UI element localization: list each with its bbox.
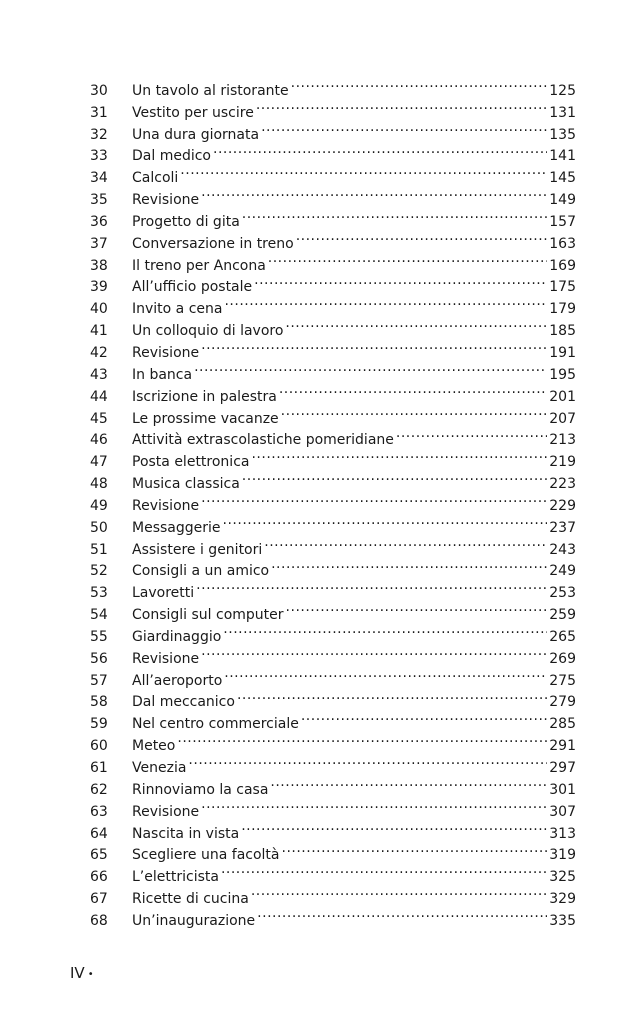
toc-chapter-title: Attività extrascolastiche pomeridiane bbox=[132, 432, 394, 449]
toc-chapter-number: 39 bbox=[90, 279, 108, 296]
toc-chapter-title: All’ufficio postale bbox=[132, 279, 253, 296]
toc-chapter-title: Nel centro commerciale bbox=[132, 716, 299, 733]
toc-chapter-title: Nascita in vista bbox=[132, 825, 240, 842]
toc-chapter-title: Scegliere una facoltà bbox=[132, 847, 280, 864]
dot-leader bbox=[201, 794, 547, 816]
toc-page-number: 237 bbox=[549, 519, 576, 536]
toc-chapter-title: Consigli a un amico bbox=[132, 563, 270, 580]
toc-chapter-title: Dal medico bbox=[132, 148, 211, 165]
dot-leader bbox=[224, 663, 547, 685]
toc-page-number: 175 bbox=[549, 279, 576, 296]
dot-leader bbox=[221, 859, 547, 881]
toc-page-number: 313 bbox=[549, 825, 576, 842]
dot-leader bbox=[291, 73, 548, 95]
toc-chapter-number: 55 bbox=[90, 628, 108, 645]
page-number: IV bbox=[70, 964, 85, 982]
dot-leader bbox=[268, 248, 547, 270]
toc-chapter-number: 34 bbox=[90, 170, 108, 187]
dot-leader bbox=[282, 838, 548, 860]
toc-chapter-number: 30 bbox=[90, 82, 108, 99]
toc-page-number: 135 bbox=[549, 126, 576, 143]
dot-leader bbox=[254, 270, 547, 292]
dot-leader bbox=[180, 160, 547, 182]
toc-chapter-title: Venezia bbox=[132, 760, 187, 776]
toc-chapter-number: 63 bbox=[90, 803, 108, 820]
toc-page-number: 325 bbox=[549, 869, 576, 886]
toc-page-number: 163 bbox=[549, 235, 576, 252]
dot-leader bbox=[201, 641, 547, 663]
toc-chapter-title: Revisione bbox=[132, 497, 200, 514]
toc-chapter-number: 61 bbox=[90, 760, 108, 776]
toc-chapter-number: 51 bbox=[90, 541, 108, 558]
toc-chapter-title: All’aeroporto bbox=[132, 672, 223, 689]
toc-chapter-number: 41 bbox=[90, 323, 108, 340]
toc-chapter-number: 64 bbox=[90, 825, 108, 842]
toc-chapter-title: Progetto di gita bbox=[132, 213, 240, 230]
dot-leader bbox=[251, 881, 547, 903]
dot-leader bbox=[201, 335, 547, 357]
dot-leader bbox=[194, 357, 547, 379]
toc-page-number: 253 bbox=[549, 585, 576, 602]
toc-chapter-number: 32 bbox=[90, 126, 108, 143]
toc-chapter-number: 46 bbox=[90, 432, 108, 449]
toc-chapter-title: Posta elettronica bbox=[132, 454, 250, 471]
toc-page-number: 131 bbox=[549, 104, 576, 121]
dot-leader bbox=[271, 554, 547, 576]
toc-chapter-number: 62 bbox=[90, 781, 108, 798]
toc-chapter-number: 50 bbox=[90, 519, 108, 536]
toc-page-number: 145 bbox=[549, 170, 576, 187]
toc-chapter-number: 47 bbox=[90, 454, 108, 471]
dot-leader bbox=[256, 95, 547, 117]
dot-leader bbox=[196, 575, 547, 597]
toc-chapter-title: Un colloquio di lavoro bbox=[132, 323, 284, 340]
dot-leader bbox=[242, 204, 547, 226]
dot-leader bbox=[396, 423, 547, 445]
dot-leader bbox=[223, 510, 548, 532]
toc-row bbox=[90, 73, 576, 99]
toc-page-number: 275 bbox=[549, 672, 576, 689]
toc-chapter-number: 45 bbox=[90, 410, 108, 427]
toc-page-number: 149 bbox=[549, 192, 576, 209]
toc-chapter-title: In banca bbox=[132, 366, 193, 383]
toc-page-number: 285 bbox=[549, 716, 576, 733]
dot-leader bbox=[286, 597, 548, 619]
toc-chapter-number: 42 bbox=[90, 344, 108, 361]
toc-chapter-number: 53 bbox=[90, 585, 108, 602]
toc-chapter-title: Giardinaggio bbox=[132, 628, 222, 645]
toc-page-number: 207 bbox=[549, 410, 576, 427]
toc-page-number: 157 bbox=[549, 213, 576, 230]
toc-chapter-title: Dal meccanico bbox=[132, 694, 235, 711]
page-footer bbox=[70, 962, 94, 986]
toc-chapter-title: Revisione bbox=[132, 344, 200, 361]
dot-leader bbox=[281, 401, 548, 423]
toc-page-number: 291 bbox=[549, 738, 576, 755]
toc-chapter-title: Un tavolo al ristorante bbox=[132, 82, 289, 99]
toc-page-number: 179 bbox=[549, 301, 576, 318]
table-of-contents bbox=[90, 73, 576, 929]
toc-page-number: 125 bbox=[549, 82, 576, 99]
toc-page-number: 213 bbox=[549, 432, 576, 449]
toc-chapter-number: 37 bbox=[90, 235, 108, 252]
dot-leader bbox=[296, 226, 548, 248]
toc-chapter-number: 58 bbox=[90, 694, 108, 711]
toc-chapter-number: 43 bbox=[90, 366, 108, 383]
toc-page-number: 195 bbox=[549, 366, 576, 383]
toc-page-number: 335 bbox=[549, 912, 576, 929]
dot-leader bbox=[270, 772, 547, 794]
toc-page-number: 185 bbox=[549, 323, 576, 340]
toc-chapter-title: Revisione bbox=[132, 192, 200, 209]
toc-chapter-number: 35 bbox=[90, 192, 108, 209]
dot-leader bbox=[242, 466, 547, 488]
toc-chapter-title: Iscrizione in palestra bbox=[132, 388, 277, 405]
toc-page-number: 259 bbox=[549, 607, 576, 624]
toc-page-number: 223 bbox=[549, 476, 576, 493]
toc-chapter-title: Calcoli bbox=[132, 170, 179, 187]
dot-leader bbox=[224, 291, 547, 313]
dot-leader bbox=[261, 117, 547, 139]
toc-chapter-number: 38 bbox=[90, 257, 108, 274]
dot-leader bbox=[213, 139, 547, 161]
toc-chapter-title: Conversazione in treno bbox=[132, 235, 294, 252]
toc-chapter-title: Rinnoviamo la casa bbox=[132, 781, 269, 798]
toc-chapter-number: 59 bbox=[90, 716, 108, 733]
toc-chapter-number: 33 bbox=[90, 148, 108, 165]
toc-chapter-number: 65 bbox=[90, 847, 108, 864]
toc-chapter-title: Revisione bbox=[132, 803, 200, 820]
bullet-icon: • bbox=[87, 969, 94, 980]
toc-chapter-number: 40 bbox=[90, 301, 108, 318]
toc-page-number: 169 bbox=[549, 257, 576, 274]
toc-page-number: 319 bbox=[549, 847, 576, 864]
toc-page-number: 307 bbox=[549, 803, 576, 820]
toc-chapter-title: Consigli sul computer bbox=[132, 607, 284, 624]
toc-chapter-title: Ricette di cucina bbox=[132, 891, 249, 908]
dot-leader bbox=[201, 182, 547, 204]
dot-leader bbox=[177, 728, 547, 750]
toc-page-number: 219 bbox=[549, 454, 576, 471]
dot-leader bbox=[237, 685, 547, 707]
toc-chapter-title: Il treno per Ancona bbox=[132, 257, 266, 274]
toc-chapter-number: 44 bbox=[90, 388, 108, 405]
toc-page-number: 329 bbox=[549, 891, 576, 908]
toc-page-number: 265 bbox=[549, 628, 576, 645]
dot-leader bbox=[279, 379, 547, 401]
toc-chapter-number: 54 bbox=[90, 607, 108, 624]
toc-page-number: 229 bbox=[549, 497, 576, 514]
toc-page-number: 243 bbox=[549, 541, 576, 558]
toc-chapter-title: Lavoretti bbox=[132, 585, 195, 602]
dot-leader bbox=[188, 750, 547, 772]
dot-leader bbox=[257, 903, 547, 925]
toc-chapter-number: 52 bbox=[90, 563, 108, 580]
toc-chapter-number: 48 bbox=[90, 476, 108, 493]
toc-page-number: 201 bbox=[549, 388, 576, 405]
toc-page-number: 249 bbox=[549, 563, 576, 580]
toc-page-number: 191 bbox=[549, 344, 576, 361]
dot-leader bbox=[201, 488, 547, 510]
toc-chapter-number: 31 bbox=[90, 104, 108, 121]
toc-chapter-title: Una dura giornata bbox=[132, 126, 260, 143]
dot-leader bbox=[285, 313, 547, 335]
toc-page-number: 269 bbox=[549, 650, 576, 667]
toc-page-number: 141 bbox=[549, 148, 576, 165]
toc-chapter-number: 66 bbox=[90, 869, 108, 886]
toc-chapter-title: Musica classica bbox=[132, 476, 240, 493]
toc-chapter-number: 56 bbox=[90, 650, 108, 667]
toc-chapter-number: 68 bbox=[90, 912, 108, 929]
toc-chapter-number: 36 bbox=[90, 213, 108, 230]
toc-chapter-title: Revisione bbox=[132, 650, 200, 667]
dot-leader bbox=[301, 706, 547, 728]
toc-chapter-number: 60 bbox=[90, 738, 108, 755]
toc-page-number: 301 bbox=[549, 781, 576, 798]
toc-chapter-title: Invito a cena bbox=[132, 301, 223, 318]
toc-chapter-title: Messaggerie bbox=[132, 519, 221, 536]
toc-page-number: 279 bbox=[549, 694, 576, 711]
dot-leader bbox=[251, 444, 547, 466]
dot-leader bbox=[223, 619, 547, 641]
toc-chapter-title: Un’inaugurazione bbox=[132, 912, 256, 929]
toc-chapter-number: 67 bbox=[90, 891, 108, 908]
toc-chapter-title: Vestito per uscire bbox=[132, 104, 254, 121]
toc-chapter-number: 49 bbox=[90, 497, 108, 514]
toc-chapter-title: Meteo bbox=[132, 738, 176, 755]
toc-chapter-title: L’elettricista bbox=[132, 869, 219, 886]
toc-chapter-title: Le prossime vacanze bbox=[132, 410, 279, 427]
toc-chapter-title: Assistere i genitori bbox=[132, 541, 263, 558]
dot-leader bbox=[264, 532, 547, 554]
toc-chapter-number: 57 bbox=[90, 672, 108, 689]
toc-page-number: 297 bbox=[549, 760, 576, 776]
dot-leader bbox=[241, 816, 547, 838]
